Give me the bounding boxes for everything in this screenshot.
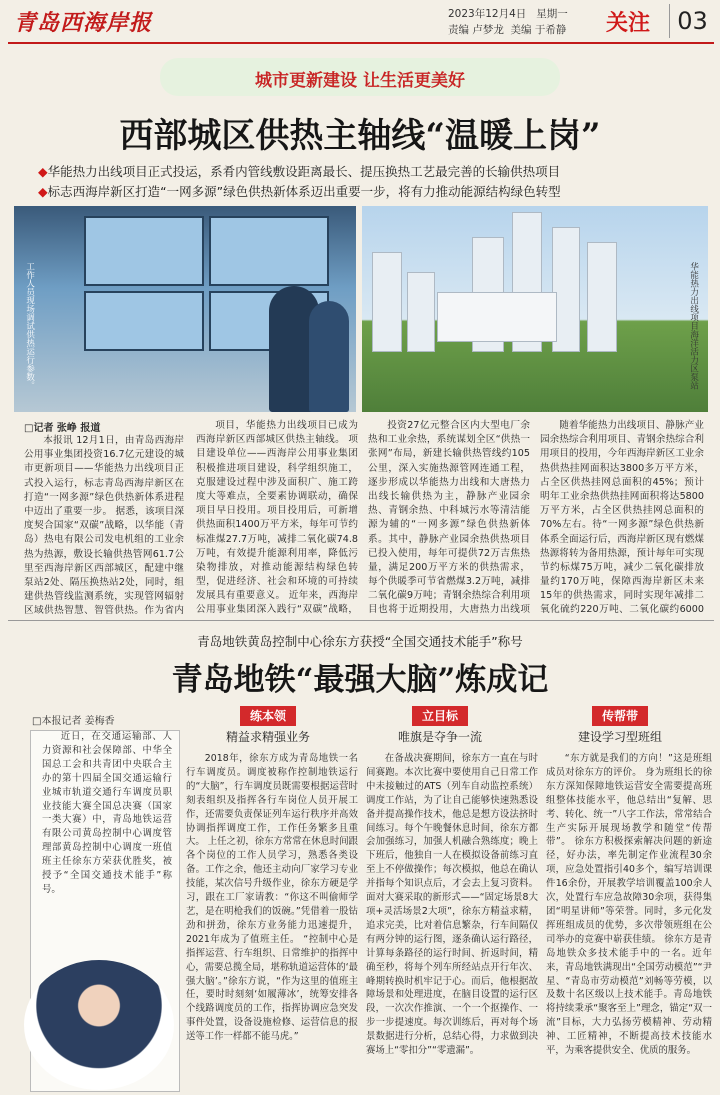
diamond-icon: ◆ (38, 184, 48, 199)
banner-text: 城市更新建设 让生活更美好 (255, 71, 465, 91)
tag-practice: 练本领 (240, 706, 296, 726)
masthead (0, 0, 720, 42)
headline-heating: 西部城区供热主轴线“温暖上岗” (119, 116, 601, 156)
byline-2: □本报记者 姜梅香 (32, 716, 115, 727)
byline-1: □记者 张峥 报道 (24, 423, 101, 434)
tag-goal: 立目标 (412, 706, 468, 726)
editor-name: 卢梦龙 (472, 24, 504, 36)
tag-mentor-sub: 建设学习型班组 (577, 730, 662, 744)
headline-metro: 青岛地铁“最强大脑”炼成记 (171, 662, 549, 698)
story1-col-1: 本报讯 12月1日，由青岛西海岸公用事业集团投资16.7亿元建设的城市更新项目——华能热力出线项目正式投入运行，标志青岛西海岸新区在打造“一网多源”绿色供热新体系进程中迈出了重要一步。 据悉，该项目深度契合国家“双碳”战略，以华能（青岛）热电有限公司发电机组的工业余热为热源，敷设长输供热管网61.7公里至西海岸新区西部城区，配建中继泵站2处、隔压换热站2处，同时，组建供热管线监测系统，实现管网辐射区域供热智慧、智管供热。作为省内 (24, 435, 184, 617)
control-room-photo (14, 206, 356, 412)
portrait-photo (24, 960, 174, 1090)
issue-date (448, 6, 568, 21)
story2-col-2: 在备战决赛期间，徐东方一直在与时间赛跑。本次比赛中要使用自己日常工作中未接触过的ATS（列车自动监控系统）调度工作站，为了让自己能够快速熟悉设备并提高操作技术，他总是想方设法挤时间练习。每个午晚餐休息时间，徐东方都会加强练习，加强人机融合熟练度；晚上下班后，他独自一人在模拟设备前练习直至上不停做操作；每次模拟，他总在确认并指每个知识点后，才会去上复习资料。 面对大赛采取的新形式——“固定场景8大项+灵活场景2大项”，徐东方精益求精，追求完美，比对着信息繁杂，行车间隔仅有两分钟的运行图，逐条确认运行路径，计算每条路径的运行时间、折返时间，精确至秒，将每个列车所经站点开行年次、峰期转换时机牢记于心。而后，他根据故障场景和处理进度，在脑目设置的运行区段，一次次作推演、一个一个抠操作、一步一步提速度。每次训练后，再对每个场景数据进行分析，总结心得，力求做到决赛场上“零扣分”“零遗漏”。 (366, 753, 538, 1057)
tag-mentor: 传帮带 (592, 706, 648, 726)
caption-left: 工作人员现场调试供热运行参数。 (24, 262, 35, 390)
newspaper-logo: 青岛西海岸报 (14, 10, 153, 36)
section-title: 关注 (606, 11, 651, 36)
subhead-1: ◆华能热力出线项目正式投运，系肴内管线敷设距离最长、提压换热工艺最完善的长输供热项目 (38, 164, 561, 179)
story2-col-3: “东方就是我们的方向！”这是班组成员对徐东方的评价。 身为班组长的徐东方深知保障地铁运营安全需要提高班组整体技能水平，他总结出“复解、思考、转化、统一”八字工作法，常常结合生产实际开展现场教学和随堂“传帮带”。 徐东方积极探索解决问题的新途径，好办法，率先制定作业流程30余项，应急处置指引40多个，编写培训课件16余份，开展教学培训覆盖100余人次，处置行车应急故障30余项，获得集团“明星讲师”等荣誉。同时，多元化发挥班组成员的优势，多次带领班组在公司举办的竞赛中崭获佳绩。 徐东方是青岛地铁众多技术能手中的一名。近年来，青岛地铁满现出“全国劳动模范”“尹星、“青岛市劳动模范”刘畅等劳模，以及数十名区级以上技术能手。青岛地铁将持续秉承“聚客至上”理念，锚定“双一流”目标，大力弘扬劳模精神、劳动精神、工匠精神，不断提高技术技能水平，为乘客提供安全、优质的服务。 (546, 753, 712, 1057)
editor-label: 责编 (448, 24, 469, 36)
tag-goal-sub: 唯旗是夺争一流 (397, 730, 482, 744)
masthead-rule (8, 42, 714, 44)
weekday: 星期一 (536, 8, 568, 20)
designer-label: 美编 (510, 24, 532, 36)
story-divider (8, 620, 714, 621)
story1-col-3: 投资27亿元整合区内大型电厂余热和工业余热，系统谋划全区“供热一张网”布局，新建长输供热管线约105公里，深入实施热源管网连通工程，逐步形成以华能热力出线和大唐热力出线长输供热为主，静脉产业园余热、青钢余热、中科城污水等清洁能源为辅的“一网多源”绿色供热新体系。其中，静脉产业园余热供热项目已投入使用，每年可提供72万吉焦热量，满足200万平方米的供热需求，每个供暖季可节省燃煤3.2万吨，减排二氧化碳9万吨；青钢余热综合利用项目也将于近期投用，大唐热力出线项 (368, 420, 530, 616)
pump-station-photo (362, 206, 708, 412)
diamond-icon: ◆ (38, 164, 48, 179)
story1-col-4: 随着华能热力出线项目、静脉产业园余热综合利用项目、青钢余热综合利用项目的投用，今年西海岸新区工业余热供热挂网面积达3800多万平方米，占全区供热挂网总面积的45%；预计明年工业余热供热挂网面积将达5800万平方米，占全区供热挂网总面积的70%左右。待“一网多源”绿色供热新体系全面运行后，西海岸新区现有燃煤热源将转为备用热源，预计每年可实现节约标煤75万吨，减少二氧化碳排放量约170万吨，保障西海岸新区未来15年的供热需求，同时实现年减排二氧化硫约220万吨、二氧化碳约6000 (540, 420, 704, 616)
tag-practice-sub: 精益求精强业务 (225, 730, 310, 744)
subhead-2: ◆标志西海岸新区打造“一网多源”绿色供热新体系迈出重要一步，将有力推动能源结构绿色转型 (38, 184, 561, 199)
story1-col-2: 项目，华能热力出线项目已成为西海岸新区西部城区供热主轴线。 项目建设单位——西海岸公用事业集团积极推进项目建设，科学组织施工，克服建设过程中涉及面积广、施工跨度大等难点，全要素协调联动，确保项目早日投用。项目投用后，可新增供热面积1400万平方米，每年可节约标准煤27.7万吨，减排二氧化碳74.8万吨，有效提升能源利用率，降低污染物排放，对推动能源结构绿色转型，促进经济、社会和环境的可持续发展具有重要意义。 近年来，西海岸公用事业集团深入践行“双碳”战略， (196, 420, 358, 616)
intro-text: 近日，在交通运输部、人力资源和社会保障部、中华全国总工会和共青团中央联合主办的第十四届全国交通运输行业城市轨道交通行车调度员职业技能大赛全国总决赛（国家一类大赛）中，青岛地铁运营有限公司黄岛控制中心调度管理部黄岛控制中心调度一班值班主任徐东方荣获优胜奖，被授予“全国交通技术能手”称号。 (42, 731, 172, 895)
story2-col-1: 2018年，徐东方成为青岛地铁一名行车调度员。调度被称作控制地铁运行的“大脑”，行车调度员既需要根据运营时刻表组织及指挥各行车岗位人员开展工作，还需要负责保证列车运行秩序并高效协调指挥调度工作，工作任务繁多且重大。 上任之初，徐东方常常在休息时间跟各个岗位的工作人员学习，熟悉各类设备。工作之余，他还主动向厂家学习专业技能，某次信号升级作业，徐东方硬是学习，跟在工厂家请教：“你这不叫偷师学艺，是在明枪我们的饭碗。”凭借着一股钻劲和拼劲，徐东方业务能力迅速提升，2021年成为了值班主任。 “控制中心是指挥运营、行车组织、日常维护的指挥中心，需要总揽全局，堪称轨道运营体的‘最强大脑’。”徐东方说，“作为这里的值班主任，要时时刻刻‘如履薄冰’，统筹安排各个线路调度员的工作，指挥协调应急突发事件处置，设备设施检修、运营信息的报送等工作一样都不能马虎。” (186, 753, 358, 1043)
page-number: 03 (669, 4, 715, 38)
designer-name: 于希静 (534, 24, 567, 36)
editors-line (448, 22, 566, 37)
caption-right: 华能热力出线项目海洋活力区泵站 (688, 262, 699, 390)
date: 2023年12月4日 (448, 8, 527, 20)
kicker-metro: 青岛地铁黄岛控制中心徐东方获授“全国交通技术能手”称号 (197, 634, 523, 649)
